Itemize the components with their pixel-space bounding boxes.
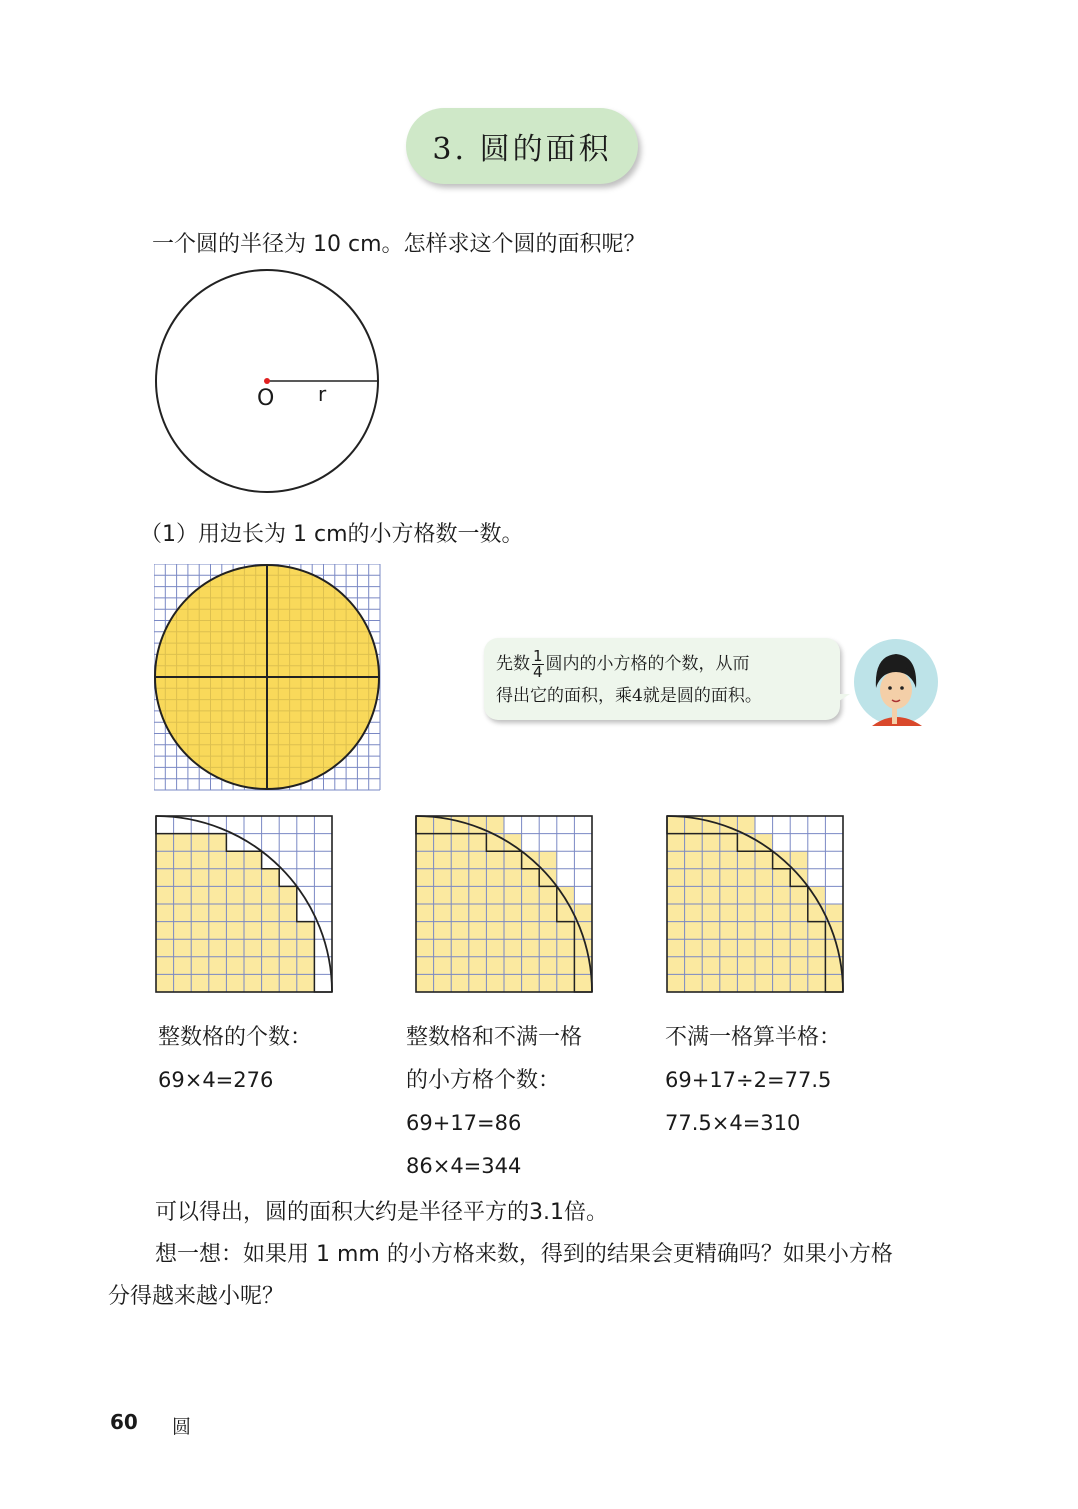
filled-square (279, 922, 297, 940)
filled-square (737, 904, 755, 922)
filled-square (685, 922, 703, 940)
filled-square (244, 886, 262, 904)
avatar-eye-right (900, 686, 904, 690)
filled-square (262, 957, 280, 975)
filled-square (434, 851, 452, 869)
radius-label: r (318, 382, 327, 406)
filled-square (156, 939, 174, 957)
filled-square (486, 886, 504, 904)
filled-square (737, 886, 755, 904)
filled-square (262, 904, 280, 922)
grid-circle-figure (154, 564, 382, 792)
fraction-denominator: 4 (533, 663, 543, 681)
filled-square (825, 974, 843, 992)
filled-square (416, 957, 434, 975)
filled-square (451, 816, 469, 834)
filled-square (773, 869, 791, 887)
filled-square (737, 851, 755, 869)
filled-square (226, 851, 244, 869)
circle-diagram (150, 264, 390, 500)
filled-square (790, 886, 808, 904)
method-3-line-1: 不满一格算半格： (665, 1025, 842, 1050)
filled-square (720, 939, 738, 957)
center-label: O (257, 386, 275, 411)
filled-square (451, 851, 469, 869)
think-line-1: 想一想：如果用 1 mm 的小方格来数，得到的结果会更精确吗？如果小方格 (155, 1242, 893, 1267)
filled-square (174, 904, 192, 922)
filled-square (667, 904, 685, 922)
filled-square (486, 904, 504, 922)
filled-square (191, 939, 209, 957)
filled-square (434, 834, 452, 852)
filled-square (191, 957, 209, 975)
filled-square (755, 922, 773, 940)
method-2-line-4: 86×4=344 (406, 1154, 522, 1178)
filled-square (226, 869, 244, 887)
filled-square (486, 939, 504, 957)
filled-square (522, 939, 540, 957)
filled-square (156, 834, 174, 852)
filled-square (522, 869, 540, 887)
avatar-hand (892, 708, 897, 724)
filled-square (773, 974, 791, 992)
filled-square (191, 886, 209, 904)
filled-square (451, 922, 469, 940)
filled-square (702, 922, 720, 940)
filled-square (773, 886, 791, 904)
filled-square (808, 939, 826, 957)
filled-square (174, 939, 192, 957)
filled-square (434, 939, 452, 957)
filled-square (279, 957, 297, 975)
filled-square (685, 904, 703, 922)
filled-square (539, 957, 557, 975)
filled-square (244, 974, 262, 992)
filled-square (486, 834, 504, 852)
filled-square (702, 851, 720, 869)
filled-square (539, 904, 557, 922)
filled-square (702, 939, 720, 957)
filled-square (504, 939, 522, 957)
filled-square (451, 904, 469, 922)
filled-square (226, 904, 244, 922)
method-1-line-2: 69×4=276 (158, 1068, 274, 1092)
filled-square (469, 939, 487, 957)
filled-square (539, 922, 557, 940)
filled-square (755, 904, 773, 922)
filled-square (790, 974, 808, 992)
quarter-grid-whole (154, 814, 336, 994)
filled-square (416, 851, 434, 869)
filled-square (191, 974, 209, 992)
filled-square (262, 939, 280, 957)
filled-square (667, 869, 685, 887)
filled-square (174, 834, 192, 852)
filled-square (156, 869, 174, 887)
filled-square (226, 939, 244, 957)
filled-square (702, 886, 720, 904)
filled-square (174, 886, 192, 904)
filled-square (539, 886, 557, 904)
filled-square (174, 957, 192, 975)
filled-square (720, 851, 738, 869)
filled-square (755, 851, 773, 869)
filled-square (209, 886, 227, 904)
filled-square (522, 904, 540, 922)
filled-square (469, 957, 487, 975)
filled-square (279, 974, 297, 992)
filled-square (685, 974, 703, 992)
step1-text: （1）用边长为 1 cm的小方格数一数。 (140, 522, 524, 547)
think-line-2: 分得越来越小呢？ (108, 1284, 285, 1309)
filled-square (244, 922, 262, 940)
filled-square (773, 957, 791, 975)
filled-square (790, 904, 808, 922)
speech-line2: 得出它的面积，乘4就是圆的面积。 (496, 686, 762, 706)
intro-text: 一个圆的半径为 10 cm。怎样求这个圆的面积呢？ (152, 232, 646, 257)
filled-square (416, 886, 434, 904)
filled-square (737, 922, 755, 940)
filled-square (451, 834, 469, 852)
filled-square (557, 922, 575, 940)
filled-square (174, 851, 192, 869)
quarter-grid-half (665, 814, 847, 994)
filled-square (702, 957, 720, 975)
filled-square (504, 957, 522, 975)
page-section: 圆 (172, 1416, 192, 1438)
filled-square (209, 869, 227, 887)
method-2-line-2: 的小方格个数： (406, 1068, 561, 1093)
filled-square (174, 974, 192, 992)
filled-square (504, 869, 522, 887)
filled-square (737, 869, 755, 887)
filled-square (226, 886, 244, 904)
filled-square (737, 939, 755, 957)
filled-square (702, 816, 720, 834)
filled-square (808, 904, 826, 922)
filled-square (156, 957, 174, 975)
filled-square (174, 922, 192, 940)
filled-square (209, 957, 227, 975)
filled-square (244, 957, 262, 975)
fraction (532, 649, 544, 680)
filled-square (262, 886, 280, 904)
method-2-line-3: 69+17=86 (406, 1111, 522, 1135)
filled-square (574, 974, 592, 992)
filled-square (191, 851, 209, 869)
speech-text (496, 648, 762, 712)
filled-square (773, 904, 791, 922)
method-3 (665, 1016, 841, 1145)
filled-square (416, 974, 434, 992)
filled-square (667, 851, 685, 869)
filled-square (191, 922, 209, 940)
filled-square (720, 869, 738, 887)
filled-square (174, 869, 192, 887)
filled-square (297, 957, 315, 975)
filled-square (557, 904, 575, 922)
filled-square (667, 816, 685, 834)
filled-square (451, 957, 469, 975)
filled-square (737, 957, 755, 975)
filled-square (279, 904, 297, 922)
filled-square (451, 939, 469, 957)
filled-square (825, 939, 843, 957)
filled-square (685, 851, 703, 869)
filled-square (685, 939, 703, 957)
speech-post: 圆内的小方格的个数，从而 (545, 654, 750, 674)
method-2 (406, 1016, 582, 1188)
filled-square (486, 922, 504, 940)
filled-square (557, 957, 575, 975)
filled-square (755, 869, 773, 887)
filled-square (469, 904, 487, 922)
filled-square (755, 939, 773, 957)
filled-square (574, 939, 592, 957)
filled-square (451, 869, 469, 887)
filled-square (416, 869, 434, 887)
filled-square (522, 974, 540, 992)
filled-square (191, 904, 209, 922)
filled-square (667, 922, 685, 940)
filled-square (522, 957, 540, 975)
filled-square (667, 939, 685, 957)
filled-square (191, 834, 209, 852)
filled-square (486, 957, 504, 975)
filled-square (504, 886, 522, 904)
filled-square (226, 974, 244, 992)
filled-square (469, 869, 487, 887)
filled-square (504, 974, 522, 992)
filled-square (702, 904, 720, 922)
filled-square (416, 816, 434, 834)
filled-square (416, 922, 434, 940)
filled-square (720, 886, 738, 904)
filled-square (685, 834, 703, 852)
filled-square (720, 957, 738, 975)
filled-square (297, 939, 315, 957)
filled-square (685, 957, 703, 975)
quarter-grid-partial (414, 814, 596, 994)
filled-square (279, 886, 297, 904)
filled-square (297, 974, 315, 992)
avatar-eye-left (888, 686, 892, 690)
filled-square (209, 922, 227, 940)
filled-square (244, 904, 262, 922)
filled-square (434, 922, 452, 940)
filled-square (416, 939, 434, 957)
method-2-line-1: 整数格和不满一格 (406, 1025, 583, 1050)
page-number: 60 (110, 1410, 138, 1434)
filled-square (808, 974, 826, 992)
filled-square (156, 886, 174, 904)
filled-square (702, 834, 720, 852)
filled-square (755, 886, 773, 904)
filled-square (720, 974, 738, 992)
filled-square (667, 834, 685, 852)
filled-square (156, 974, 174, 992)
filled-square (262, 974, 280, 992)
speech-pre: 先数 (496, 654, 530, 674)
filled-square (262, 922, 280, 940)
filled-square (522, 886, 540, 904)
filled-square (486, 851, 504, 869)
filled-square (434, 974, 452, 992)
filled-square (557, 939, 575, 957)
filled-square (434, 869, 452, 887)
filled-square (702, 869, 720, 887)
filled-square (702, 974, 720, 992)
filled-square (244, 851, 262, 869)
filled-square (522, 922, 540, 940)
filled-square (209, 974, 227, 992)
filled-square (667, 974, 685, 992)
center-dot (264, 378, 270, 384)
filled-square (737, 834, 755, 852)
filled-square (191, 869, 209, 887)
filled-square (790, 851, 808, 869)
filled-square (790, 939, 808, 957)
filled-square (808, 922, 826, 940)
filled-square (434, 904, 452, 922)
conclusion-text: 可以得出，圆的面积大约是半径平方的3.1倍。 (155, 1200, 608, 1225)
filled-square (434, 957, 452, 975)
filled-square (755, 974, 773, 992)
filled-square (685, 869, 703, 887)
fraction-numerator: 1 (533, 647, 543, 665)
filled-square (469, 974, 487, 992)
filled-square (156, 851, 174, 869)
filled-square (279, 939, 297, 957)
filled-square (156, 922, 174, 940)
filled-square (720, 834, 738, 852)
filled-square (469, 886, 487, 904)
filled-square (808, 957, 826, 975)
filled-square (557, 974, 575, 992)
method-1-line-1: 整数格的个数： (158, 1025, 313, 1050)
filled-square (156, 904, 174, 922)
filled-square (790, 957, 808, 975)
girl-avatar (852, 638, 942, 728)
filled-square (539, 939, 557, 957)
filled-square (737, 974, 755, 992)
filled-square (209, 834, 227, 852)
filled-square (416, 834, 434, 852)
filled-square (226, 957, 244, 975)
filled-square (486, 869, 504, 887)
method-1 (158, 1016, 312, 1102)
filled-square (773, 922, 791, 940)
filled-square (486, 974, 504, 992)
filled-square (451, 886, 469, 904)
filled-square (469, 834, 487, 852)
filled-square (451, 974, 469, 992)
filled-square (539, 851, 557, 869)
filled-square (790, 922, 808, 940)
filled-square (244, 869, 262, 887)
filled-square (297, 922, 315, 940)
filled-square (755, 957, 773, 975)
filled-square (209, 851, 227, 869)
avatar-face (880, 671, 912, 709)
speech-bubble-tail (828, 694, 850, 708)
filled-square (416, 904, 434, 922)
filled-square (504, 851, 522, 869)
filled-square (469, 922, 487, 940)
filled-square (244, 939, 262, 957)
section-title: 3. 圆的面积 (406, 108, 638, 184)
filled-square (469, 851, 487, 869)
filled-square (434, 886, 452, 904)
filled-square (720, 922, 738, 940)
filled-square (504, 904, 522, 922)
filled-square (262, 869, 280, 887)
filled-square (685, 886, 703, 904)
filled-square (539, 974, 557, 992)
method-3-line-3: 77.5×4=310 (665, 1111, 801, 1135)
filled-square (504, 922, 522, 940)
filled-square (720, 904, 738, 922)
filled-square (226, 922, 244, 940)
filled-square (667, 957, 685, 975)
filled-square (667, 886, 685, 904)
filled-square (773, 939, 791, 957)
method-3-line-2: 69+17÷2=77.5 (665, 1068, 832, 1092)
filled-square (209, 904, 227, 922)
filled-square (209, 939, 227, 957)
